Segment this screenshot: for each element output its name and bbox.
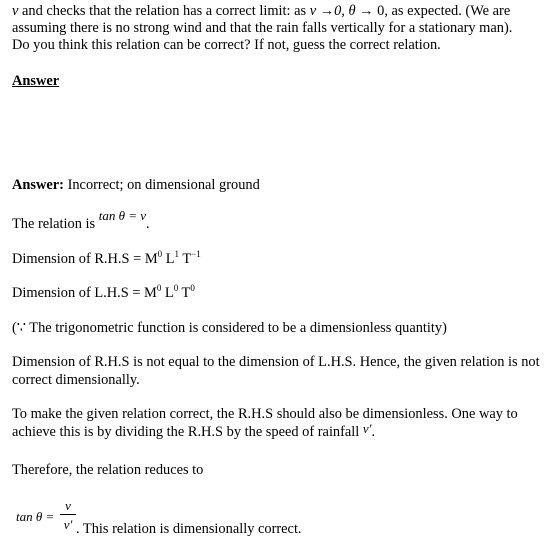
fraction-bar	[60, 514, 76, 515]
relation-prefix: The relation is	[12, 216, 99, 232]
relation-line	[12, 208, 150, 233]
rhs-dim-prefix: Dimension of R.H.S = M	[12, 251, 158, 267]
rhs-t-symbol: T	[179, 251, 192, 267]
trig-note: (∵ The trigonometric function is considered to be a dimensionless quantity)	[12, 320, 447, 336]
problem-text-1a: and checks that the relation has a correct limit: as	[18, 3, 310, 19]
rhs-l-symbol: L	[162, 251, 175, 267]
lhs-m-exponent: 0	[156, 283, 162, 294]
fraction-numerator: v	[65, 498, 71, 513]
rain-speed-symbol: v′	[362, 421, 372, 436]
lhs-l-symbol: L	[161, 285, 174, 301]
rhs-t-exponent: −1	[191, 249, 201, 260]
limit-expression: v →0, θ →	[309, 3, 374, 19]
answer-heading: Answer	[12, 73, 60, 89]
rhs-l-exponent: 1	[174, 249, 180, 260]
therefore-line: Therefore, the relation reduces to	[12, 462, 204, 478]
final-lhs: tan θ =	[16, 509, 55, 524]
lhs-t-symbol: T	[178, 285, 191, 301]
lhs-l-exponent: 0	[173, 283, 179, 294]
make-correct-text: To make the given relation correct, the R.H.S should also be dimensionless. One way to achieve this is by dividing the R.H.S by the speed of rainfall	[12, 406, 518, 440]
rhs-dimension-line	[12, 250, 201, 268]
problem-line-3: Do you think this relation can be correct? If not, guess the correct relation.	[12, 37, 441, 53]
lhs-dim-prefix: Dimension of L.H.S = M	[12, 285, 157, 301]
lhs-t-exponent: 0	[190, 283, 195, 294]
make-correct-suffix: .	[371, 424, 376, 440]
final-text: . This relation is dimensionally correct.	[76, 521, 302, 537]
answer-label: Answer:	[12, 177, 64, 193]
problem-line-2: assuming there is no strong wind and that the rain falls vertically for a stationary man).	[12, 20, 513, 36]
answer-text: Incorrect; on dimensional ground	[63, 177, 260, 193]
make-correct-paragraph	[12, 405, 544, 441]
not-equal-paragraph: Dimension of R.H.S is not equal to the dimension of L.H.S. Hence, the given relation is not correct dimensionally.	[12, 354, 540, 388]
relation-suffix: .	[146, 216, 150, 232]
problem-text-1b: 0, as expected. (We are	[373, 3, 511, 19]
relation-formula: tan θ = v	[98, 208, 147, 223]
problem-line-1	[12, 2, 510, 20]
lhs-dimension-line	[12, 284, 195, 302]
rhs-m-exponent: 0	[157, 249, 163, 260]
answer-statement	[12, 176, 260, 194]
velocity-symbol: v	[12, 3, 19, 19]
fraction-denominator: v′	[63, 517, 73, 532]
